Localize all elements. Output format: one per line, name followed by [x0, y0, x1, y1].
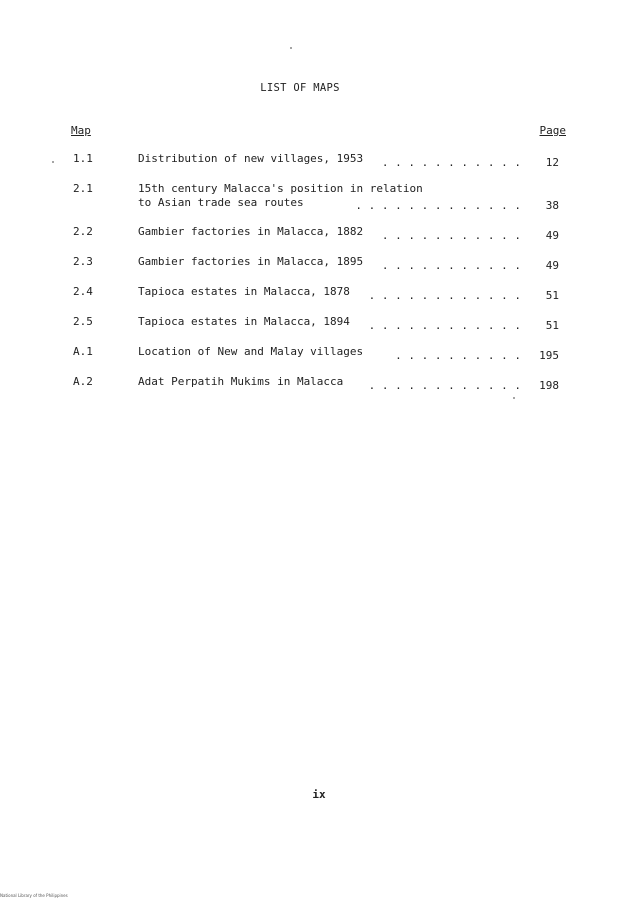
- map-number: A.1: [73, 345, 93, 358]
- dot-leader: . . . . . . . . . . .: [381, 229, 521, 242]
- map-column-header: Map: [71, 124, 91, 137]
- map-title: Tapioca estates in Malacca, 1894: [138, 315, 350, 328]
- map-entry[interactable]: [0, 182, 633, 212]
- page-column-header: Page: [539, 124, 566, 137]
- map-title: 15th century Malacca's position in relation: [138, 182, 423, 195]
- map-number: 1.1: [73, 152, 93, 165]
- page-ref: 51: [545, 319, 559, 332]
- page-ref: 49: [545, 259, 559, 272]
- map-title: Location of New and Malay villages: [138, 345, 364, 358]
- map-entry[interactable]: [0, 152, 633, 169]
- map-title: Gambier factories in Malacca, 1882: [138, 225, 364, 238]
- map-number: 2.2: [73, 225, 93, 238]
- map-title: Distribution of new villages, 1953: [138, 152, 364, 165]
- map-number: 2.5: [73, 315, 93, 328]
- map-entry[interactable]: [0, 375, 633, 392]
- map-entry[interactable]: [0, 315, 633, 332]
- map-entry[interactable]: [0, 225, 633, 242]
- map-number: 2.3: [73, 255, 93, 268]
- map-list: [0, 152, 633, 405]
- map-number: 2.1: [73, 182, 93, 195]
- page-ref: 12: [545, 156, 559, 169]
- dot-leader: . . . . . . . . . . . . .: [355, 199, 521, 212]
- dot-leader: . . . . . . . . . .: [395, 349, 521, 362]
- page-ref: 51: [545, 289, 559, 302]
- map-title: Gambier factories in Malacca, 1895: [138, 255, 364, 268]
- page-ref: 49: [545, 229, 559, 242]
- dot-leader: . . . . . . . . . . .: [381, 259, 521, 272]
- map-title: Adat Perpatih Mukims in Malacca: [138, 375, 344, 388]
- dot-leader: . . . . . . . . . . .: [381, 156, 521, 169]
- page-ref: 195: [539, 349, 559, 362]
- map-title-continued: to Asian trade sea routes: [138, 196, 304, 209]
- dot-leader: . . . . . . . . . . . .: [368, 289, 521, 302]
- map-entry[interactable]: [0, 255, 633, 272]
- map-number: A.2: [73, 375, 93, 388]
- scan-speck: [290, 47, 292, 49]
- page-title: LIST OF MAPS: [260, 82, 340, 94]
- library-stamp: National Library of the Philippines: [0, 893, 68, 898]
- map-title: Tapioca estates in Malacca, 1878: [138, 285, 350, 298]
- map-entry[interactable]: [0, 345, 633, 362]
- map-entry[interactable]: [0, 285, 633, 302]
- page-ref: 38: [545, 199, 559, 212]
- map-number: 2.4: [73, 285, 93, 298]
- dot-leader: . . . . . . . . . . . .: [368, 319, 521, 332]
- dot-leader: . . . . . . . . . . . .: [368, 379, 521, 392]
- page-ref: 198: [539, 379, 559, 392]
- page-number: ix: [312, 788, 326, 801]
